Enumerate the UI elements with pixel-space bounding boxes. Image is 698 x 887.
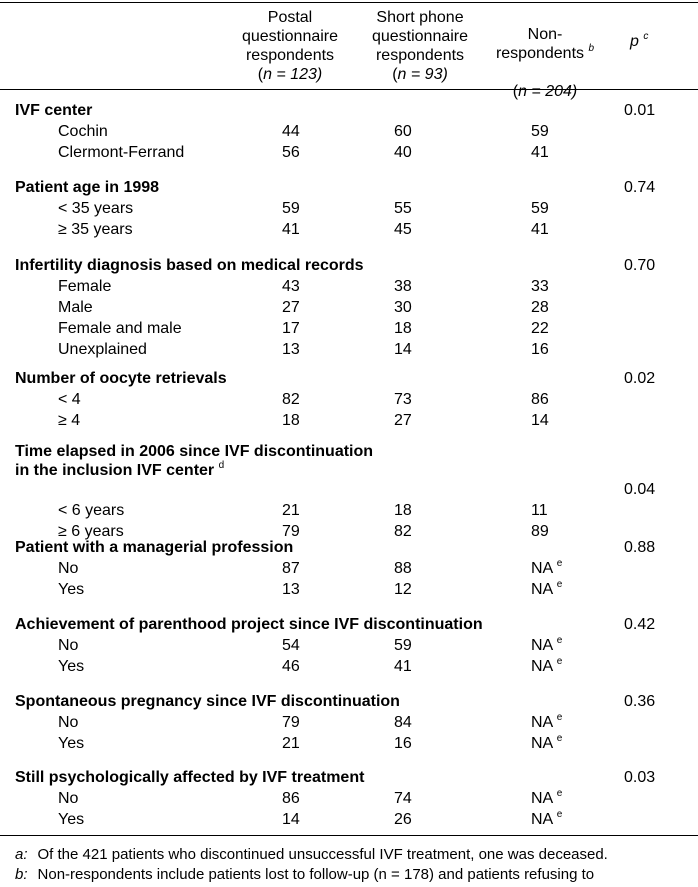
header-postal-n: (n = 123) bbox=[257, 66, 323, 83]
cell-sup: e bbox=[556, 557, 563, 569]
cell-value bbox=[394, 276, 412, 297]
cell-value bbox=[531, 219, 549, 240]
cell-value bbox=[394, 579, 412, 600]
cell-value-text: 30 bbox=[394, 299, 412, 316]
cell-value bbox=[531, 579, 562, 600]
section-header-row bbox=[0, 441, 698, 462]
cell-value-text: 82 bbox=[282, 391, 300, 408]
cell-value bbox=[394, 635, 412, 656]
cell-value bbox=[394, 558, 412, 579]
cell-value-text: 18 bbox=[394, 502, 412, 519]
cell-value bbox=[282, 410, 300, 431]
table-row bbox=[0, 579, 698, 600]
cell-value bbox=[531, 558, 562, 579]
cell-value-text: NA bbox=[531, 790, 553, 807]
cell-value-text: 12 bbox=[394, 581, 412, 598]
cell-value-text: 41 bbox=[394, 658, 412, 675]
table-row bbox=[0, 142, 698, 163]
p-value-row bbox=[0, 255, 698, 276]
cell-value-text: 56 bbox=[282, 144, 300, 161]
cell-value bbox=[282, 558, 300, 579]
cell-value-text: 38 bbox=[394, 278, 412, 295]
cell-value bbox=[282, 635, 300, 656]
header-nonresp-line2 bbox=[480, 44, 610, 63]
cell-value-text: 11 bbox=[531, 502, 548, 519]
cell-value bbox=[282, 219, 300, 240]
cell-value bbox=[531, 410, 549, 431]
footnote-a-text: Of the 421 patients who discontinued unsuccessful IVF treatment, one was deceased. bbox=[37, 846, 608, 863]
cell-value bbox=[394, 219, 412, 240]
header-nonresp-n-value: n = 204) bbox=[518, 83, 578, 100]
cell-value-text: 14 bbox=[282, 811, 300, 828]
cell-value bbox=[394, 788, 412, 809]
row-label: Male bbox=[58, 299, 93, 316]
cell-value-text: 13 bbox=[282, 581, 300, 598]
table-top-rule bbox=[0, 2, 698, 3]
row-label: Clermont-Ferrand bbox=[58, 144, 185, 161]
cell-sup: e bbox=[556, 787, 563, 799]
row-label: ≥ 35 years bbox=[58, 221, 133, 238]
cell-value-text: 14 bbox=[531, 412, 549, 429]
cell-value-text: 27 bbox=[394, 412, 412, 429]
header-nonresp-line1: Non- bbox=[527, 26, 563, 43]
cell-value-text: 26 bbox=[394, 811, 412, 828]
cell-value bbox=[531, 198, 549, 219]
cell-value bbox=[531, 318, 549, 339]
cell-value bbox=[282, 121, 300, 142]
cell-value bbox=[394, 733, 412, 754]
p-value: 0.36 bbox=[624, 693, 656, 710]
cell-value bbox=[531, 339, 549, 360]
cell-value-text: 59 bbox=[394, 637, 412, 654]
table-row bbox=[0, 410, 698, 431]
table-row bbox=[0, 656, 698, 677]
table-row bbox=[0, 635, 698, 656]
cell-value-text: 21 bbox=[282, 502, 300, 519]
p-value-row bbox=[0, 691, 698, 712]
footnote-a bbox=[15, 845, 608, 864]
section-title: Infertility diagnosis based on medical records bbox=[15, 257, 364, 274]
row-label: Female bbox=[58, 278, 112, 295]
row-label: Unexplained bbox=[58, 341, 147, 358]
p-value-row bbox=[0, 537, 698, 558]
cell-value-text: 74 bbox=[394, 790, 412, 807]
table-row bbox=[0, 389, 698, 410]
cell-value-text: 33 bbox=[531, 278, 549, 295]
cell-value-text: 17 bbox=[282, 320, 300, 337]
cell-value bbox=[282, 389, 300, 410]
cell-value bbox=[394, 410, 412, 431]
footnote-a-key: a: bbox=[15, 846, 28, 863]
cell-value-text: 79 bbox=[282, 523, 300, 540]
p-value-row bbox=[0, 177, 698, 198]
footnote-b-text: Non-respondents include patients lost to follow-up (n = 178) and patients refusing to bbox=[37, 866, 595, 883]
cell-value bbox=[282, 276, 300, 297]
cell-value bbox=[394, 389, 412, 410]
cell-value-text: 45 bbox=[394, 221, 412, 238]
cell-value bbox=[531, 389, 549, 410]
header-p-label: p bbox=[630, 33, 639, 50]
cell-value-text: 21 bbox=[282, 735, 300, 752]
section-header-row-2 bbox=[0, 460, 698, 481]
header-nonresp-n: (n = 204) bbox=[512, 83, 578, 100]
row-label: < 6 years bbox=[58, 502, 125, 519]
cell-value-text: 40 bbox=[394, 144, 412, 161]
cell-value bbox=[282, 788, 300, 809]
cell-value bbox=[282, 318, 300, 339]
table-row bbox=[0, 121, 698, 142]
table-row bbox=[0, 339, 698, 360]
section-title: Still psychologically affected by IVF treatment bbox=[15, 769, 365, 786]
p-value-row bbox=[0, 368, 698, 389]
table-row bbox=[0, 712, 698, 733]
section-title: Patient age in 1998 bbox=[15, 179, 160, 196]
table-row bbox=[0, 558, 698, 579]
header-postal bbox=[225, 8, 355, 84]
table-row bbox=[0, 809, 698, 830]
header-bottom-rule bbox=[0, 89, 698, 90]
cell-value-text: NA bbox=[531, 658, 553, 675]
cell-value-text: 87 bbox=[282, 560, 300, 577]
cell-value bbox=[531, 712, 562, 733]
cell-value-text: 22 bbox=[531, 320, 549, 337]
cell-value bbox=[531, 297, 549, 318]
row-label: Yes bbox=[58, 658, 85, 675]
p-value: 0.02 bbox=[624, 370, 656, 387]
p-value: 0.74 bbox=[624, 179, 656, 196]
cell-value bbox=[394, 121, 412, 142]
cell-value-text: 46 bbox=[282, 658, 300, 675]
cell-value bbox=[531, 500, 548, 521]
cell-sup: e bbox=[556, 808, 563, 820]
cell-value bbox=[394, 339, 412, 360]
cell-value bbox=[282, 198, 300, 219]
p-value: 0.88 bbox=[624, 539, 656, 556]
table-row bbox=[0, 500, 698, 521]
cell-sup: e bbox=[556, 655, 563, 667]
cell-value-text: 73 bbox=[394, 391, 412, 408]
cell-value bbox=[394, 656, 412, 677]
row-label: Yes bbox=[58, 581, 85, 598]
cell-value-text: NA bbox=[531, 735, 553, 752]
header-postal-line3: respondents bbox=[245, 47, 335, 64]
row-label: ≥ 6 years bbox=[58, 523, 124, 540]
cell-value-text: 43 bbox=[282, 278, 300, 295]
header-phone-line2: questionnaire bbox=[371, 28, 469, 45]
p-value-row bbox=[0, 767, 698, 788]
header-phone bbox=[355, 8, 485, 84]
cell-sup: e bbox=[556, 578, 563, 590]
cell-value bbox=[282, 339, 300, 360]
cell-value-text: 41 bbox=[282, 221, 300, 238]
cell-value-text: 16 bbox=[394, 735, 412, 752]
cell-value-text: NA bbox=[531, 581, 553, 598]
row-label: No bbox=[58, 790, 79, 807]
footnote-b bbox=[15, 865, 594, 884]
table-row bbox=[0, 219, 698, 240]
cell-value bbox=[394, 297, 412, 318]
header-postal-line2: questionnaire bbox=[241, 28, 339, 45]
row-label: Yes bbox=[58, 811, 85, 828]
cell-value-text: 28 bbox=[531, 299, 549, 316]
cell-value bbox=[282, 579, 300, 600]
section-title: Spontaneous pregnancy since IVF discontinuation bbox=[15, 693, 400, 710]
cell-value bbox=[531, 656, 562, 677]
p-value: 0.01 bbox=[624, 102, 656, 119]
p-value: 0.03 bbox=[624, 769, 656, 786]
row-label: Cochin bbox=[58, 123, 108, 140]
row-label: < 4 bbox=[58, 391, 81, 408]
cell-value bbox=[394, 500, 412, 521]
cell-value-text: 27 bbox=[282, 299, 300, 316]
cell-value bbox=[531, 788, 562, 809]
cell-value-text: 59 bbox=[282, 200, 300, 217]
cell-value bbox=[394, 712, 412, 733]
cell-sup: e bbox=[556, 711, 563, 723]
p-value-row bbox=[0, 100, 698, 121]
row-label: < 35 years bbox=[58, 200, 134, 217]
header-p bbox=[630, 32, 670, 51]
header-p-sup: c bbox=[643, 30, 649, 42]
table-row bbox=[0, 733, 698, 754]
cell-value-text: NA bbox=[531, 637, 553, 654]
cell-value bbox=[282, 297, 300, 318]
section-title-line2 bbox=[15, 460, 224, 481]
cell-value bbox=[282, 733, 300, 754]
cell-value bbox=[531, 276, 549, 297]
cell-value bbox=[531, 733, 562, 754]
header-postal-n-value: n = 123) bbox=[263, 66, 323, 83]
section-title: Achievement of parenthood project since IVF discontinuation bbox=[15, 616, 483, 633]
row-label: Yes bbox=[58, 735, 85, 752]
header-postal-line1: Postal bbox=[267, 9, 313, 26]
section-title: Time elapsed in 2006 since IVF discontinuation bbox=[15, 443, 374, 460]
cell-value-text: 16 bbox=[531, 341, 549, 358]
section-title: Patient with a managerial profession bbox=[15, 539, 294, 556]
table-bottom-rule bbox=[0, 835, 698, 836]
header-nonresp-line2-text: respondents bbox=[495, 45, 585, 62]
table-row bbox=[0, 297, 698, 318]
cell-value-text: 79 bbox=[282, 714, 300, 731]
section-title: Number of oocyte retrievals bbox=[15, 370, 227, 387]
cell-value bbox=[282, 500, 300, 521]
cell-value-text: 59 bbox=[531, 200, 549, 217]
cell-value bbox=[531, 635, 562, 656]
p-value-row bbox=[0, 479, 698, 500]
cell-value-text: 44 bbox=[282, 123, 300, 140]
cell-value-text: 18 bbox=[282, 412, 300, 429]
p-value: 0.04 bbox=[624, 481, 656, 498]
header-phone-n-value: n = 93) bbox=[397, 66, 448, 83]
cell-value-text: 86 bbox=[282, 790, 300, 807]
cell-value-text: NA bbox=[531, 560, 553, 577]
row-label: No bbox=[58, 637, 79, 654]
cell-value-text: 86 bbox=[531, 391, 549, 408]
cell-value-text: NA bbox=[531, 714, 553, 731]
cell-value bbox=[394, 142, 412, 163]
header-phone-line1: Short phone bbox=[376, 9, 464, 26]
cell-value-text: 54 bbox=[282, 637, 300, 654]
section-title-line2-text: in the inclusion IVF center bbox=[15, 462, 215, 479]
cell-value-text: 41 bbox=[531, 144, 549, 161]
cell-value bbox=[282, 142, 300, 163]
cell-value bbox=[394, 198, 412, 219]
cell-value-text: 41 bbox=[531, 221, 549, 238]
cell-value-text: 14 bbox=[394, 341, 412, 358]
table-row bbox=[0, 788, 698, 809]
table-row bbox=[0, 318, 698, 339]
cell-value-text: 88 bbox=[394, 560, 412, 577]
cell-value bbox=[282, 809, 300, 830]
cell-value bbox=[394, 809, 412, 830]
header-nonresp-sup: b bbox=[588, 42, 595, 54]
cell-value-text: NA bbox=[531, 811, 553, 828]
footnote-b-key: b: bbox=[15, 866, 28, 883]
table-row bbox=[0, 198, 698, 219]
cell-sup: e bbox=[556, 732, 563, 744]
row-label: No bbox=[58, 714, 79, 731]
cell-sup: e bbox=[556, 634, 563, 646]
cell-value bbox=[282, 712, 300, 733]
p-value-row bbox=[0, 614, 698, 635]
cell-value bbox=[531, 121, 549, 142]
table-row bbox=[0, 276, 698, 297]
row-label: Female and male bbox=[58, 320, 182, 337]
p-value: 0.42 bbox=[624, 616, 656, 633]
cell-value-text: 13 bbox=[282, 341, 300, 358]
cell-value-text: 89 bbox=[531, 523, 549, 540]
cell-value bbox=[394, 318, 412, 339]
header-phone-n: (n = 93) bbox=[392, 66, 448, 83]
cell-value-text: 59 bbox=[531, 123, 549, 140]
cell-value-text: 84 bbox=[394, 714, 412, 731]
cell-value-text: 55 bbox=[394, 200, 412, 217]
p-value: 0.70 bbox=[624, 257, 656, 274]
cell-value bbox=[282, 656, 300, 677]
cell-value-text: 60 bbox=[394, 123, 412, 140]
cell-value bbox=[531, 142, 549, 163]
cell-value bbox=[531, 809, 562, 830]
cell-value-text: 18 bbox=[394, 320, 412, 337]
section-title-sup: d bbox=[218, 459, 225, 471]
row-label: No bbox=[58, 560, 79, 577]
section-title: IVF center bbox=[15, 102, 93, 119]
cell-value-text: 82 bbox=[394, 523, 412, 540]
row-label: ≥ 4 bbox=[58, 412, 81, 429]
header-phone-line3: respondents bbox=[375, 47, 465, 64]
